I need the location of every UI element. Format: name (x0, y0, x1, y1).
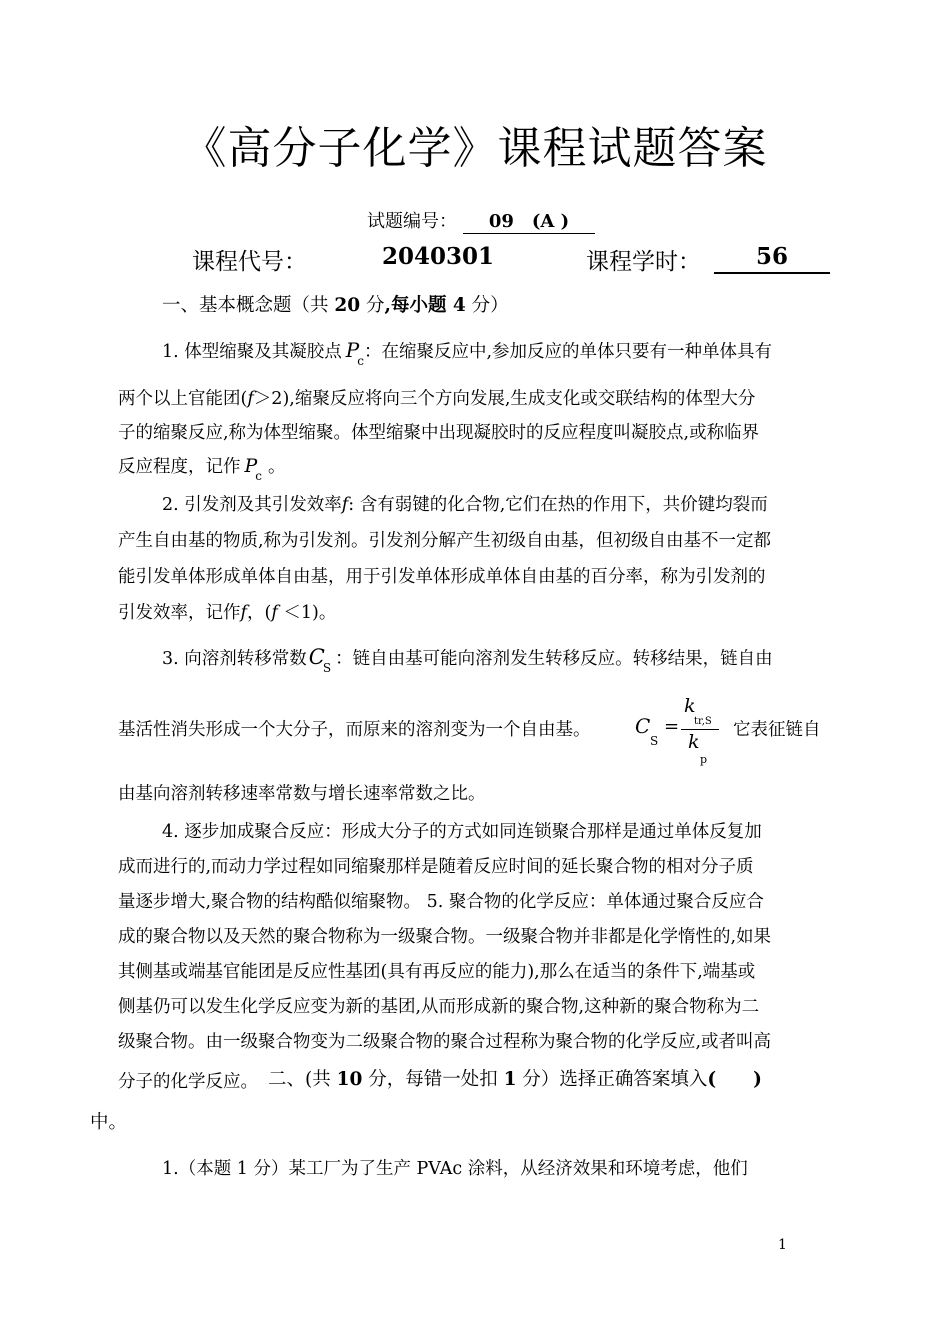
q2-variable: f (240, 603, 247, 623)
q2-line: 能引发单体形成单体自由基，用于引发单体形成单体自由基的百分率，称为引发剂的 (118, 567, 766, 587)
course-hours-value: 56 (714, 242, 830, 274)
section1-heading-text: 一、基本概念题（共 (162, 295, 335, 316)
q2-text: ＜1)。 (277, 603, 337, 623)
formula-lhs: C (635, 714, 651, 738)
section2-points: 10 (336, 1069, 363, 1090)
formula-lhs-subscript: S (650, 734, 659, 748)
q1-text: ：在缩聚反应中,参加反应的单体只要有一种单体具有 (363, 342, 773, 362)
q3-line: 它表征链自 (733, 720, 821, 740)
q3-subscript: S (322, 661, 332, 675)
course-hours-label: 课程学时： (586, 249, 701, 275)
q3-line: 基活性消失形成一个大分子，而原来的溶剂变为一个自由基。 (118, 720, 591, 740)
section1-heading-text: ,每小题 (384, 295, 453, 316)
q1-text: 反应程度，记作 (118, 457, 241, 477)
q2-line (118, 599, 336, 624)
q1-text: 两个以上官能团( (118, 389, 248, 409)
section2-heading-text: 二、(共 (268, 1069, 337, 1090)
course-code-value: 2040301 (382, 243, 495, 270)
q3-line (162, 645, 773, 675)
q3-text: ：链自由基可能向溶剂发生转移反应。转移结果，链自由 (335, 649, 773, 669)
q1-line (162, 338, 773, 368)
formula-numerator: k (684, 695, 696, 717)
fraction-bar (681, 729, 719, 730)
exam-number-value: 09 (A ) (463, 211, 595, 234)
q2-text: : 含有弱键的化合物,它们在热的作用下，共价键均裂而 (348, 495, 768, 515)
course-code-label: 课程代号： (192, 249, 307, 275)
q1-text: 1. 体型缩聚及其凝胶点 (162, 342, 342, 362)
q4-line: 量逐步增大,聚合物的结构酷似缩聚物。 5. 聚合物的化学反应：单体通过聚合反应合 (118, 892, 764, 912)
formula-denominator-subscript: p (700, 753, 708, 766)
q1-subscript: c (357, 354, 364, 368)
formula-equals: = (664, 716, 680, 737)
q2-text: 引发效率，记作 (118, 603, 241, 623)
q1-line (118, 453, 286, 483)
q5-line: 级聚合物。由一级聚合物变为二级聚合物的聚合过程称为聚合物的化学反应,或者叫高 (118, 1032, 772, 1052)
section2-heading-text: 分）选择正确答案填入 (516, 1069, 708, 1090)
q1-variable: f (247, 389, 254, 409)
q1-line: 子的缩聚反应,称为体型缩聚。体型缩聚中出现凝胶时的反应程度叫凝胶点,或称临界 (118, 423, 760, 443)
exam-number (367, 207, 595, 234)
section1-per-question-points: 4 (452, 295, 466, 316)
section2-heading-end: 中。 (90, 1112, 128, 1133)
section1-heading-text: 分 (360, 295, 385, 316)
q1-text: ＞2),缩聚反应将向三个方向发展,生成支化或交联结构的体型大分 (253, 389, 756, 409)
section1-heading-text: 分） (465, 295, 509, 316)
q2-variable: f (271, 603, 278, 623)
q3-line: 由基向溶剂转移速率常数与增长速率常数之比。 (118, 784, 486, 804)
formula-numerator-subscript: tr,S (694, 716, 712, 727)
section2-deduction: 1 (503, 1069, 517, 1090)
q2-line: 产生自由基的物质,称为引发剂。引发剂分解产生初级自由基，但初级自由基不一定都 (118, 531, 772, 551)
answer-blank: ( ) (707, 1069, 762, 1090)
section2-heading (268, 1065, 762, 1091)
formula-denominator: k (688, 731, 700, 753)
course-info-row (192, 243, 832, 277)
exam-number-label: 试题编号： (367, 211, 457, 232)
q1-variable: P (345, 338, 360, 362)
document-title: 《高分子化学》课程试题答案 (182, 123, 768, 174)
q1-subscript: c (255, 469, 263, 483)
q1-variable: P (244, 455, 258, 477)
q2-text: ，( (246, 603, 272, 623)
q4-line: 成而进行的,而动力学过程如同缩聚那样是随着反应时间的延长聚合物的相对分子质 (118, 857, 754, 877)
q2-line (162, 491, 768, 516)
q5-line: 侧基仍可以发生化学反应变为新的基团,从而形成新的聚合物,这种新的聚合物称为二 (118, 997, 760, 1017)
s2-q1-line: 1.（本题 1 分）某工厂为了生产 PVAc 涂料，从经济效果和环境考虑，他们 (162, 1159, 748, 1179)
page-number: 1 (778, 1237, 787, 1253)
q3-variable: C (308, 645, 325, 669)
q2-variable: f (341, 495, 349, 515)
q2-text: 2. 引发剂及其引发效率 (162, 495, 342, 515)
section1-heading (162, 291, 509, 317)
q1-text: 。 (268, 457, 286, 477)
q4-line: 4. 逐步加成聚合反应：形成大分子的方式如同连锁聚合那样是通过单体反复加 (162, 822, 762, 842)
q5-line: 分子的化学反应。 (118, 1072, 258, 1092)
q1-line (118, 385, 755, 410)
section1-points: 20 (334, 295, 361, 316)
q5-line: 成的聚合物以及天然的聚合物称为一级聚合物。一级聚合物并非都是化学惰性的,如果 (118, 927, 772, 947)
section2-heading-text: 分，每错一处扣 (362, 1069, 504, 1090)
q3-text: 3. 向溶剂转移常数 (162, 649, 307, 669)
q5-line: 其侧基或端基官能团是反应性基团(具有再反应的能力),那么在适当的条件下,端基或 (118, 962, 756, 982)
